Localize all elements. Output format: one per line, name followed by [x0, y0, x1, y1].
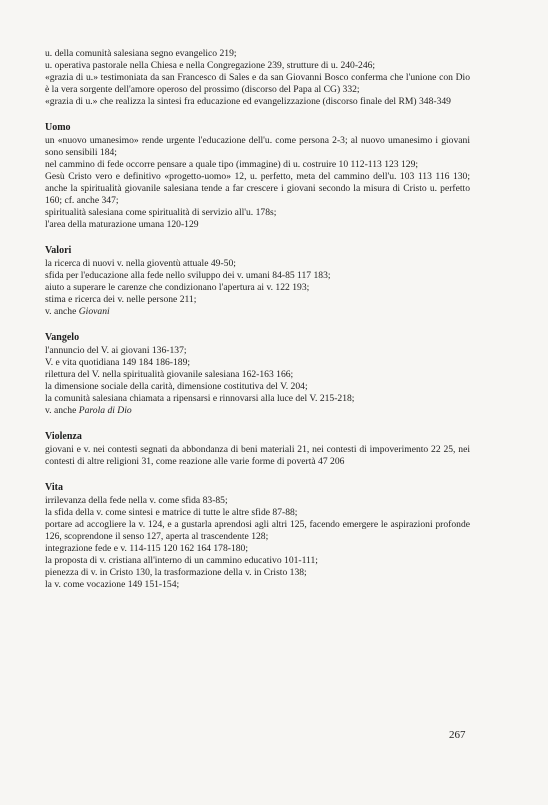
- index-entry: nel cammino di fede occorre pensare a quale tipo (immagine) di u. costruire 10 112-113 123 129;: [45, 159, 419, 170]
- index-entry: u. operativa pastorale nella Chiesa e nella Congregazione 239, strutture di u. 240-246;: [45, 60, 376, 71]
- see-also-link: Parola di Dio: [78, 405, 132, 416]
- index-entry: spiritualità salesiana come spiritualità di servizio all'u. 178s;: [45, 207, 277, 218]
- section-violenza: [45, 431, 470, 468]
- section-vita: [45, 482, 470, 591]
- index-entry: portare ad accogliere la v. 124, e a gustarla aprendosi agli altri 125, facendo emergere le aspirazioni profonde 126, scoprendone il senso 127, aperta al trascendente 128;: [45, 519, 470, 542]
- page-number: 267: [449, 729, 466, 741]
- section-vangelo: [45, 332, 470, 417]
- index-entry: irrilevanza della fede nella v. come sfida 83-85;: [45, 495, 228, 506]
- index-entry: u. della comunità salesiana segno evangelico 219;: [45, 48, 237, 59]
- index-entry: pienezza di v. in Cristo 130, la trasformazione della v. in Cristo 138;: [45, 567, 307, 578]
- section-heading: Valori: [45, 245, 72, 256]
- index-entry: integrazione fede e v. 114-115 120 162 164 178-180;: [45, 543, 249, 554]
- index-entry: giovani e v. nei contesti segnati da abbondanza di beni materiali 21, nei contesti di impoverimento 22 25, nei contesti di altre religioni 31, come reazione alle varie forme di povertà 47 206: [45, 444, 470, 467]
- index-entry: l'annuncio del V. ai giovani 136-137;: [45, 345, 187, 356]
- index-entry: la dimensione sociale della carità, dimensione costitutiva del V. 204;: [45, 381, 308, 392]
- see-also-prefix: v. anche: [45, 306, 79, 317]
- index-entry: «grazia di u.» che realizza la sintesi fra educazione ed evangelizzazione (discorso finale del RM) 348-349: [45, 96, 451, 107]
- index-entry: V. e vita quotidiana 149 184 186-189;: [45, 357, 191, 368]
- see-also-entry: [45, 306, 470, 318]
- index-entry: Gesù Cristo vero e definitivo «progetto-uomo» 12, u. perfetto, meta del cammino dell'u. 103 113 116 130; anche la spiritualità giovanile salesiana tende a far crescere i giovani secondo la misura di Cristo u. perfetto 160; cf. anche 347;: [45, 171, 470, 206]
- index-entry: la ricerca di nuovi v. nella gioventù attuale 49-50;: [45, 258, 236, 269]
- section-heading: Vita: [45, 482, 63, 493]
- see-also-prefix: v. anche: [45, 405, 79, 416]
- section-uomo: [45, 122, 470, 231]
- index-entry: l'area della maturazione umana 120-129: [45, 219, 199, 230]
- index-entry: sfida per l'educazione alla fede nello sviluppo dei v. umani 84-85 117 183;: [45, 270, 331, 281]
- see-also-entry: [45, 405, 470, 417]
- index-entry: la sfida della v. come sintesi e matrice di tutte le altre sfide 87-88;: [45, 507, 298, 518]
- index-entry: la proposta di v. cristiana all'interno di un cammino educativo 101-111;: [45, 555, 318, 566]
- index-entry: la v. come vocazione 149 151-154;: [45, 579, 180, 590]
- intro-section: [45, 48, 470, 108]
- index-page: [45, 48, 470, 605]
- index-entry: aiuto a superare le carenze che condizionano l'apertura ai v. 122 193;: [45, 282, 310, 293]
- section-heading: Uomo: [45, 122, 71, 133]
- index-entry: stima e ricerca dei v. nelle persone 211;: [45, 294, 197, 305]
- see-also-link: Giovani: [78, 306, 110, 317]
- section-valori: [45, 245, 470, 318]
- index-entry: un «nuovo umanesimo» rende urgente l'educazione dell'u. come persona 2-3; al nuovo umanesimo i giovani sono sensibili 184;: [45, 135, 470, 158]
- index-entry: rilettura del V. nella spiritualità giovanile salesiana 162-163 166;: [45, 369, 294, 380]
- index-entry: la comunità salesiana chiamata a ripensarsi e rinnovarsi alla luce del V. 215-218;: [45, 393, 355, 404]
- section-heading: Violenza: [45, 431, 82, 442]
- index-entry: «grazia di u.» testimoniata da san Francesco di Sales e da san Giovanni Bosco conferma che l'unione con Dio è la vera sorgente dell'amore operoso del prossimo (discorso del Papa al CG) 332;: [45, 72, 470, 95]
- section-heading: Vangelo: [45, 332, 80, 343]
